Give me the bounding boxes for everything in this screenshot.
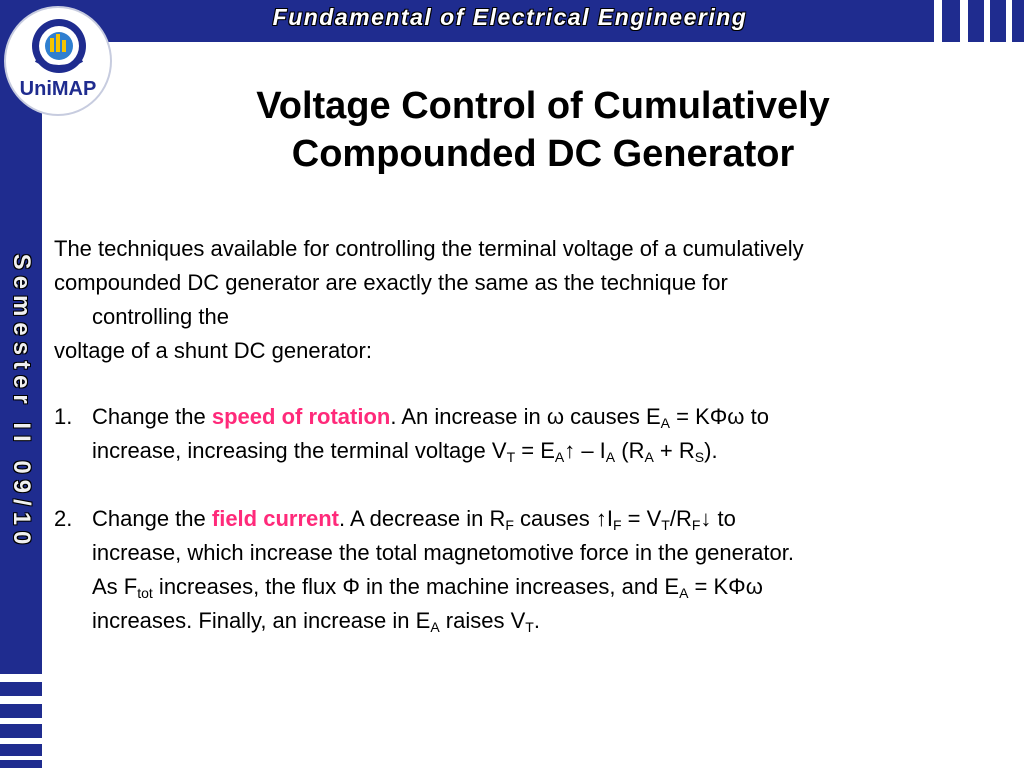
item-line: increases. Finally, an increase in $E_A$ raises $V_T$. — [92, 608, 540, 635]
item-line: As $F_{tot}$ increases, the flux Φ in the machine increases, and $E_A = K\Phi\omega$ — [92, 574, 763, 601]
header-stripe — [984, 0, 990, 42]
side-stripe — [0, 696, 42, 704]
title-line-1: Voltage Control of Cumulatively — [256, 85, 830, 127]
university-logo — [4, 6, 112, 116]
highlight-term: field current — [211, 506, 340, 531]
side-stripe — [0, 738, 42, 744]
course-title: Fundamental of Electrical Engineering — [272, 4, 748, 30]
semester-label-container — [0, 192, 42, 612]
highlight-term: speed of rotation — [211, 404, 391, 429]
header-stripe — [1006, 0, 1012, 42]
intro-line: voltage of a shunt DC generator: — [54, 338, 372, 363]
intro-line: The techniques available for controlling the terminal voltage of a cumulatively — [54, 236, 804, 261]
header-stripe — [934, 0, 942, 42]
logo-emblem-icon — [28, 16, 90, 76]
title-line-2: Compounded DC Generator — [291, 133, 795, 175]
technique-list — [54, 400, 1014, 638]
side-stripe — [0, 756, 42, 760]
item-line: Change the speed of rotation. An increase in ω causes $E_A = K\Phi\omega$ to — [92, 404, 769, 431]
page-title — [120, 82, 966, 178]
list-item — [54, 400, 1014, 468]
side-bar — [0, 42, 42, 768]
intro-line: compounded DC generator are exactly the same as the technique for — [54, 270, 728, 295]
side-stripe — [0, 718, 42, 724]
item-line: increase, which increase the total magnetomotive force in the generator. — [92, 540, 794, 565]
side-stripe — [0, 674, 42, 682]
intro-paragraph — [54, 232, 1022, 368]
semester-label: Semester II 09/10 — [8, 253, 35, 551]
header-stripe — [960, 0, 968, 42]
intro-line: controlling the — [92, 304, 229, 329]
header-bar — [0, 0, 1024, 42]
item-line: Change the field current. A decrease in $R_F$ causes $↑I_F$ = $V_T/R_F↓$ to — [92, 506, 736, 533]
item-number: 2. — [54, 506, 73, 531]
logo-text: UniMAP — [19, 78, 97, 100]
item-number: 1. — [54, 404, 73, 429]
list-item — [54, 502, 1014, 638]
item-line: increase, increasing the terminal voltage $V_T$ = $E_A↑ - I_A$ $(R_A + R_S)$. — [92, 438, 718, 465]
